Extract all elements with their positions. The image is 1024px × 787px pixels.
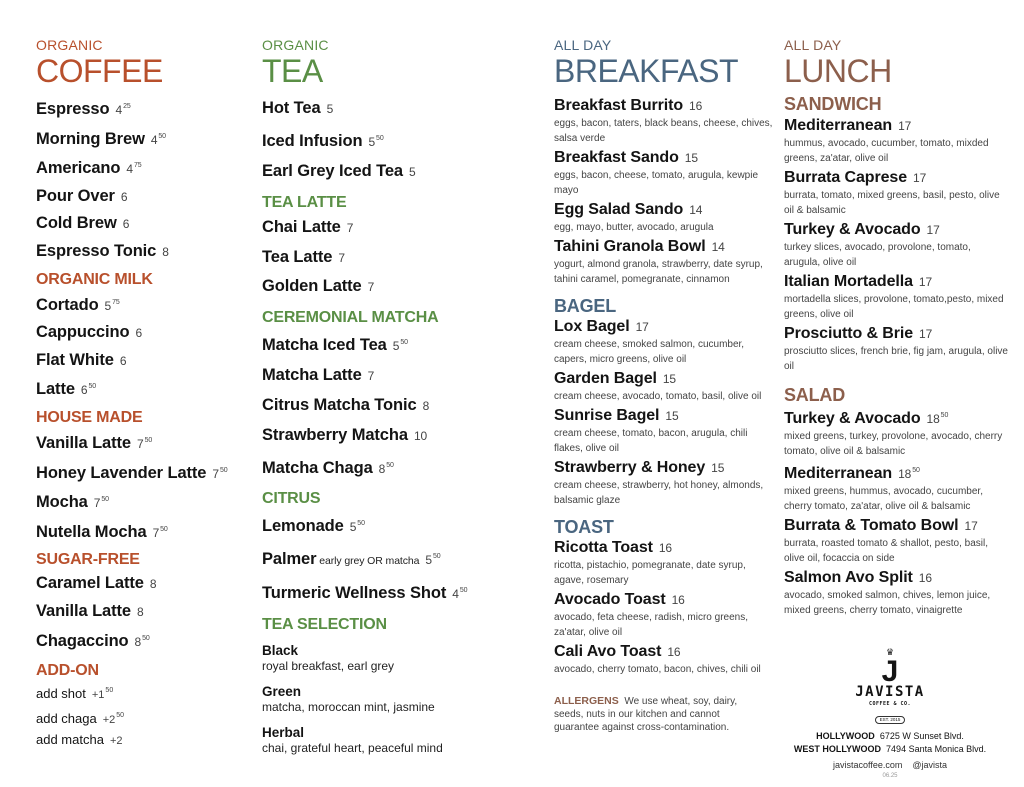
item-description: avocado, feta cheese, radish, micro greens, za'atar, olive oil: [554, 612, 748, 638]
item-name: Cali Avo Toast 16: [554, 643, 681, 660]
item-name: Turkey & Avocado $18^{50}$: [784, 410, 949, 427]
item-name: Golden Latte: [262, 277, 362, 295]
section-sandwich: SANDWICH: [784, 94, 882, 114]
item-price: 10: [413, 428, 428, 443]
menu-item: [36, 124, 251, 154]
item-price: 5: [408, 165, 416, 179]
menu-item: [262, 243, 532, 273]
menu-item: [554, 148, 776, 198]
lunch-title: LUNCH: [784, 53, 892, 89]
item-description: cream cheese, smoked salmon, cucumber, capers, micro greens, olive oil: [554, 339, 745, 365]
item-name: Espresso Tonic: [36, 241, 157, 260]
item-price: $8^{50}$: [134, 634, 150, 649]
menu-item: [36, 428, 251, 458]
menu-item: [36, 570, 251, 598]
item-name: Prosciutto & Brie 17: [784, 325, 933, 342]
item-price: 6: [122, 217, 130, 232]
website-link[interactable]: javistacoffee.com: [832, 760, 903, 770]
brand-subtitle: COFFEE & CO.: [868, 701, 912, 707]
item-price: 15: [665, 409, 679, 423]
item-description: cream cheese, tomato, bacon, arugula, chili flakes, olive oil: [554, 428, 748, 454]
menu-item: [784, 568, 1009, 618]
sandwich-list: [784, 116, 1009, 374]
menu-item: [554, 237, 776, 287]
item-price: $8^{50}$: [378, 461, 394, 476]
addon-list: [36, 681, 251, 752]
menu-item: [262, 421, 532, 451]
item-name: Caramel Latte: [36, 574, 144, 593]
section-organic-milk: ORGANIC MILK: [36, 270, 153, 288]
item-description: cream cheese, strawberry, hot honey, almonds, balsamic glaze: [554, 480, 764, 506]
menu-item: [784, 461, 1009, 514]
allergens-note: [554, 695, 744, 734]
item-price: 8: [149, 577, 157, 592]
item-price: 15: [711, 461, 725, 475]
menu-item: [36, 319, 251, 347]
item-name: Tahini Granola Bowl 14: [554, 238, 725, 255]
breakfast-kicker: ALL DAY: [554, 37, 612, 53]
item-price: 7: [367, 368, 375, 383]
tea-column: [262, 36, 532, 766]
item-price: 16: [667, 645, 681, 659]
item-price: $5^{50}$: [425, 552, 441, 567]
menu-item: [262, 361, 532, 391]
tea-varieties: royal breakfast, earl grey: [262, 658, 395, 673]
item-name: Matcha Chaga: [262, 458, 373, 477]
item-name: Mediterranean 17: [784, 117, 912, 134]
menu-item: [784, 168, 1009, 218]
menu-version: 06.25: [882, 773, 898, 779]
item-price: $4^{50}$: [150, 132, 166, 147]
item-name: Sunrise Bagel 15: [554, 407, 679, 424]
menu-item: [262, 124, 532, 157]
item-name: Burrata Caprese 17: [784, 169, 927, 186]
menu-item: [262, 451, 532, 484]
item-price: 17: [964, 519, 978, 533]
item-price: 8: [162, 244, 169, 259]
item-name: Ricotta Toast 16: [554, 539, 673, 556]
tea-latte-list: [262, 213, 532, 302]
item-price: 17: [913, 171, 927, 185]
location-hollywood: HOLLYWOOD 6725 W Sunset Blvd.: [816, 731, 964, 741]
item-description: mixed greens, turkey, provolone, avocado, cherry tomato, olive oil & balsamic: [784, 431, 1003, 457]
menu-item: [36, 153, 251, 183]
tea-type: Herbal: [262, 724, 305, 740]
item-name: Italian Mortadella 17: [784, 273, 933, 290]
item-price: 16: [918, 571, 932, 585]
item-description: egg, mayo, butter, avocado, arugula: [554, 222, 714, 233]
item-name: Garden Bagel 15: [554, 370, 676, 387]
tea-varieties: matcha, moroccan mint, jasmine: [262, 699, 435, 714]
item-name: Mocha: [36, 493, 88, 512]
item-price: $5^{75}$: [104, 298, 120, 313]
brand-footer: [790, 648, 990, 779]
item-name: Pour Over: [36, 186, 115, 205]
menu-item: [554, 317, 776, 367]
item-price: 7: [338, 250, 345, 265]
menu-item: [36, 706, 251, 731]
item-price: 15: [684, 151, 698, 165]
item-description: hummus, avocado, cucumber, tomato, mixded greens, za'atar, olive oil: [784, 138, 989, 164]
item-price: 17: [926, 223, 940, 237]
item-description: prosciutto slices, french brie, fig jam, arugula, olive oil: [784, 346, 1008, 372]
item-name: Palmer: [262, 549, 317, 568]
item-price: $5^{50}$: [368, 135, 384, 149]
item-price: 14: [711, 240, 725, 254]
item-price: $7^{50}$: [93, 496, 109, 511]
item-price: $7^{50}$: [152, 525, 168, 540]
item-description: eggs, bacon, cheese, tomato, arugula, kewpie mayo: [554, 170, 759, 196]
menu-item: [784, 220, 1009, 270]
item-price: $18^{50}$: [926, 412, 949, 426]
section-house-made: HOUSE MADE: [36, 408, 143, 426]
item-price: 7: [346, 221, 354, 235]
allergens-label: ALLERGENS: [554, 695, 619, 707]
menu-item: [36, 347, 251, 375]
menu-item: [554, 96, 776, 146]
tea-selection-list: [262, 643, 532, 756]
item-name: Cappuccino: [36, 323, 130, 342]
item-name: Mediterranean $18^{50}$: [784, 465, 920, 482]
menu-item: [262, 328, 532, 361]
item-name: Flat White: [36, 350, 114, 369]
section-tea-latte: TEA LATTE: [262, 194, 347, 211]
location-west-hollywood: WEST HOLLYWOOD 7494 Santa Monica Blvd.: [793, 744, 987, 754]
item-name: Iced Infusion: [262, 132, 363, 150]
item-name: Latte: [36, 380, 75, 399]
item-name: Lox Bagel 17: [554, 318, 649, 335]
menu-item: [554, 369, 776, 404]
citrus-list: [262, 509, 532, 609]
item-price: 17: [635, 320, 649, 334]
item-name: Strawberry Matcha: [262, 425, 408, 444]
item-name: Turmeric Wellness Shot: [262, 583, 447, 602]
breakfast-list: [554, 96, 776, 287]
toast-list: [554, 538, 776, 677]
menu-item: [36, 517, 251, 547]
item-price: $4^{25}$: [115, 103, 131, 117]
item-price: 6: [120, 189, 128, 204]
menu-item: [36, 374, 251, 404]
item-price: 7: [367, 280, 375, 294]
section-toast: TOAST: [554, 517, 614, 537]
item-name: Chagaccino: [36, 631, 129, 650]
menu-item: [36, 626, 251, 656]
item-price: $4^{50}$: [452, 586, 468, 601]
item-name: Americano: [36, 159, 121, 178]
menu-item: [554, 642, 776, 677]
menu-item: [554, 590, 776, 640]
menu-item: [36, 681, 251, 706]
item-description: mixed greens, hummus, avocado, cucumber, cherry tomato, za'atar, olive oil & balsamic: [784, 486, 983, 512]
lunch-column: [784, 36, 1009, 620]
menu-item: [36, 290, 251, 320]
item-price: $7^{50}$: [212, 466, 228, 481]
allergens-text: We use wheat, soy, dairy, seeds, nuts in our kitchen and cannot guarantee against cross-contamination.: [554, 696, 738, 733]
tea-list: [262, 94, 532, 187]
item-name: Vanilla Latte: [36, 601, 131, 620]
item-description: avocado, smoked salmon, chives, lemon juice, mixed greens, cherry tomato, vinaigrette: [784, 590, 991, 616]
item-name: Hot Tea: [262, 99, 321, 117]
item-description: cream cheese, avocado, tomato, basil, olive oil: [554, 391, 762, 402]
menu-item: [554, 200, 776, 235]
item-name: Tea Latte: [262, 247, 333, 266]
salad-list: [784, 406, 1009, 618]
menu-item: [36, 210, 251, 238]
item-price: +2: [109, 735, 123, 748]
section-salad: SALAD: [784, 385, 845, 405]
menu-item: [554, 538, 776, 588]
item-name: Citrus Matcha Tonic: [262, 395, 417, 414]
item-name: Breakfast Sando 15: [554, 149, 698, 166]
house-list: [36, 428, 251, 546]
locations: [790, 731, 990, 754]
menu-item: [262, 391, 532, 421]
item-price: 8: [137, 604, 144, 619]
brand-name: JAVISTA: [855, 684, 925, 700]
item-name: add shot: [36, 686, 86, 702]
crown-icon: ♛: [885, 647, 895, 657]
bagel-list: [554, 317, 776, 508]
item-description: eggs, bacon, taters, black beans, cheese, chives, salsa verde: [554, 118, 773, 144]
sugarfree-list: [36, 570, 251, 655]
item-name: Burrata & Tomato Bowl 17: [784, 517, 978, 534]
menu-item: [554, 458, 776, 508]
item-price: $6^{50}$: [80, 383, 97, 398]
menu-item: [36, 238, 251, 266]
item-price: 16: [689, 99, 703, 113]
item-name: Espresso: [36, 100, 110, 118]
item-price: 6: [135, 326, 143, 341]
milk-list: [36, 290, 251, 404]
item-name: Egg Salad Sando 14: [554, 201, 703, 218]
menu-item: [784, 406, 1009, 459]
menu-item: [262, 509, 532, 542]
menu-item: [262, 213, 532, 243]
est-badge: EST. 2015: [875, 716, 906, 724]
section-citrus: CITRUS: [262, 489, 321, 507]
item-name: Chai Latte: [262, 218, 341, 236]
item-name: add chaga: [36, 710, 97, 726]
item-description: yogurt, almond granola, strawberry, date syrup, tahini caramel, pomegranate, cinnamon: [554, 259, 763, 285]
item-price: 8: [422, 398, 430, 413]
tea-varieties: chai, grateful heart, peaceful mind: [262, 740, 443, 755]
item-price: $+2^{50}$: [102, 711, 125, 726]
matcha-list: [262, 328, 532, 484]
item-name: Turkey & Avocado 17: [784, 221, 940, 238]
coffee-kicker: ORGANIC: [36, 37, 103, 53]
tea-title: TEA: [262, 53, 323, 89]
item-description: turkey slices, avocado, provolone, tomato, arugula, olive oil: [784, 242, 971, 268]
item-description: mortadella slices, provolone, tomato,pesto, mixed greens, olive oil: [784, 294, 1004, 320]
item-name: Vanilla Latte: [36, 433, 131, 452]
item-name: Matcha Iced Tea: [262, 335, 387, 354]
menu-item: [784, 272, 1009, 322]
item-price: 14: [689, 203, 703, 217]
item-description: burrata, roasted tomato & shallot, pesto, basil, olive oil, focaccia on side: [784, 538, 988, 564]
item-price: 17: [919, 327, 933, 341]
item-price: $5^{50}$: [349, 519, 365, 534]
item-price: 15: [662, 372, 676, 386]
menu-item: [36, 94, 251, 124]
menu-item: [262, 272, 532, 302]
item-price: 17: [918, 275, 933, 289]
contact-line: [790, 760, 990, 770]
coffee-column: [36, 36, 251, 752]
menu-item: [36, 183, 251, 211]
breakfast-column: [554, 36, 776, 734]
item-price: 6: [119, 353, 127, 368]
menu-item: [36, 730, 251, 752]
item-name: Strawberry & Honey 15: [554, 459, 725, 476]
menu-item: [554, 406, 776, 456]
menu-item: [262, 576, 532, 609]
item-description: avocado, cherry tomato, bacon, chives, chili oil: [554, 664, 761, 675]
menu-item: [262, 542, 532, 576]
menu-item: [784, 516, 1009, 566]
item-price: $5^{50}$: [392, 338, 408, 353]
section-tea-selection: TEA SELECTION: [262, 615, 387, 633]
tea-type: Black: [262, 642, 299, 658]
section-bagel: BAGEL: [554, 296, 617, 316]
menu-item: [36, 598, 251, 626]
item-price: $4^{75}$: [126, 162, 142, 177]
item-name: Nutella Mocha: [36, 522, 147, 541]
item-price: $18^{50}$: [898, 467, 920, 481]
menu-item: [36, 458, 251, 488]
lunch-kicker: ALL DAY: [784, 37, 842, 53]
item-name: Matcha Latte: [262, 365, 362, 384]
item-price: 16: [658, 541, 673, 555]
tea-kicker: ORGANIC: [262, 37, 329, 53]
menu-item: [262, 94, 532, 124]
item-name: Breakfast Burrito 16: [554, 97, 703, 114]
item-description: burrata, tomato, mixed greens, basil, pesto, olive oil & balsamic: [784, 190, 1000, 216]
item-name: Avocado Toast 16: [554, 591, 685, 608]
social-handle[interactable]: @javista: [912, 760, 948, 770]
menu-item: [36, 487, 251, 517]
item-description: ricotta, pistachio, pomegranate, date syrup, agave, rosemary: [554, 560, 746, 586]
item-note: early grey OR matcha: [316, 554, 420, 567]
section-add-on: ADD-ON: [36, 662, 99, 680]
item-price: $7^{50}$: [137, 436, 153, 451]
item-name: Salmon Avo Split 16: [784, 569, 932, 586]
item-name: Earl Grey Iced Tea: [262, 162, 403, 180]
tea-type: Green: [262, 683, 302, 699]
menu-item: [784, 324, 1009, 374]
item-name: Morning Brew: [36, 129, 145, 148]
logo-j-icon: J: [881, 655, 899, 688]
item-name: Honey Lavender Latte: [36, 463, 207, 482]
section-sugar-free: SUGAR-FREE: [36, 551, 140, 569]
coffee-list: [36, 94, 251, 266]
breakfast-title: BREAKFAST: [554, 53, 738, 89]
section-ceremonial-matcha: CEREMONIAL MATCHA: [262, 308, 439, 326]
item-name: Cold Brew: [36, 214, 117, 233]
item-price: 17: [898, 119, 912, 133]
menu-item: [784, 116, 1009, 166]
item-name: Lemonade: [262, 516, 344, 535]
item-name: add matcha: [36, 732, 104, 748]
coffee-title: COFFEE: [36, 53, 163, 89]
item-price: $+1^{50}$: [91, 687, 114, 702]
menu-item: [262, 157, 532, 187]
item-name: Cortado: [36, 295, 99, 314]
item-price: 5: [326, 102, 334, 116]
item-price: 16: [671, 593, 685, 607]
